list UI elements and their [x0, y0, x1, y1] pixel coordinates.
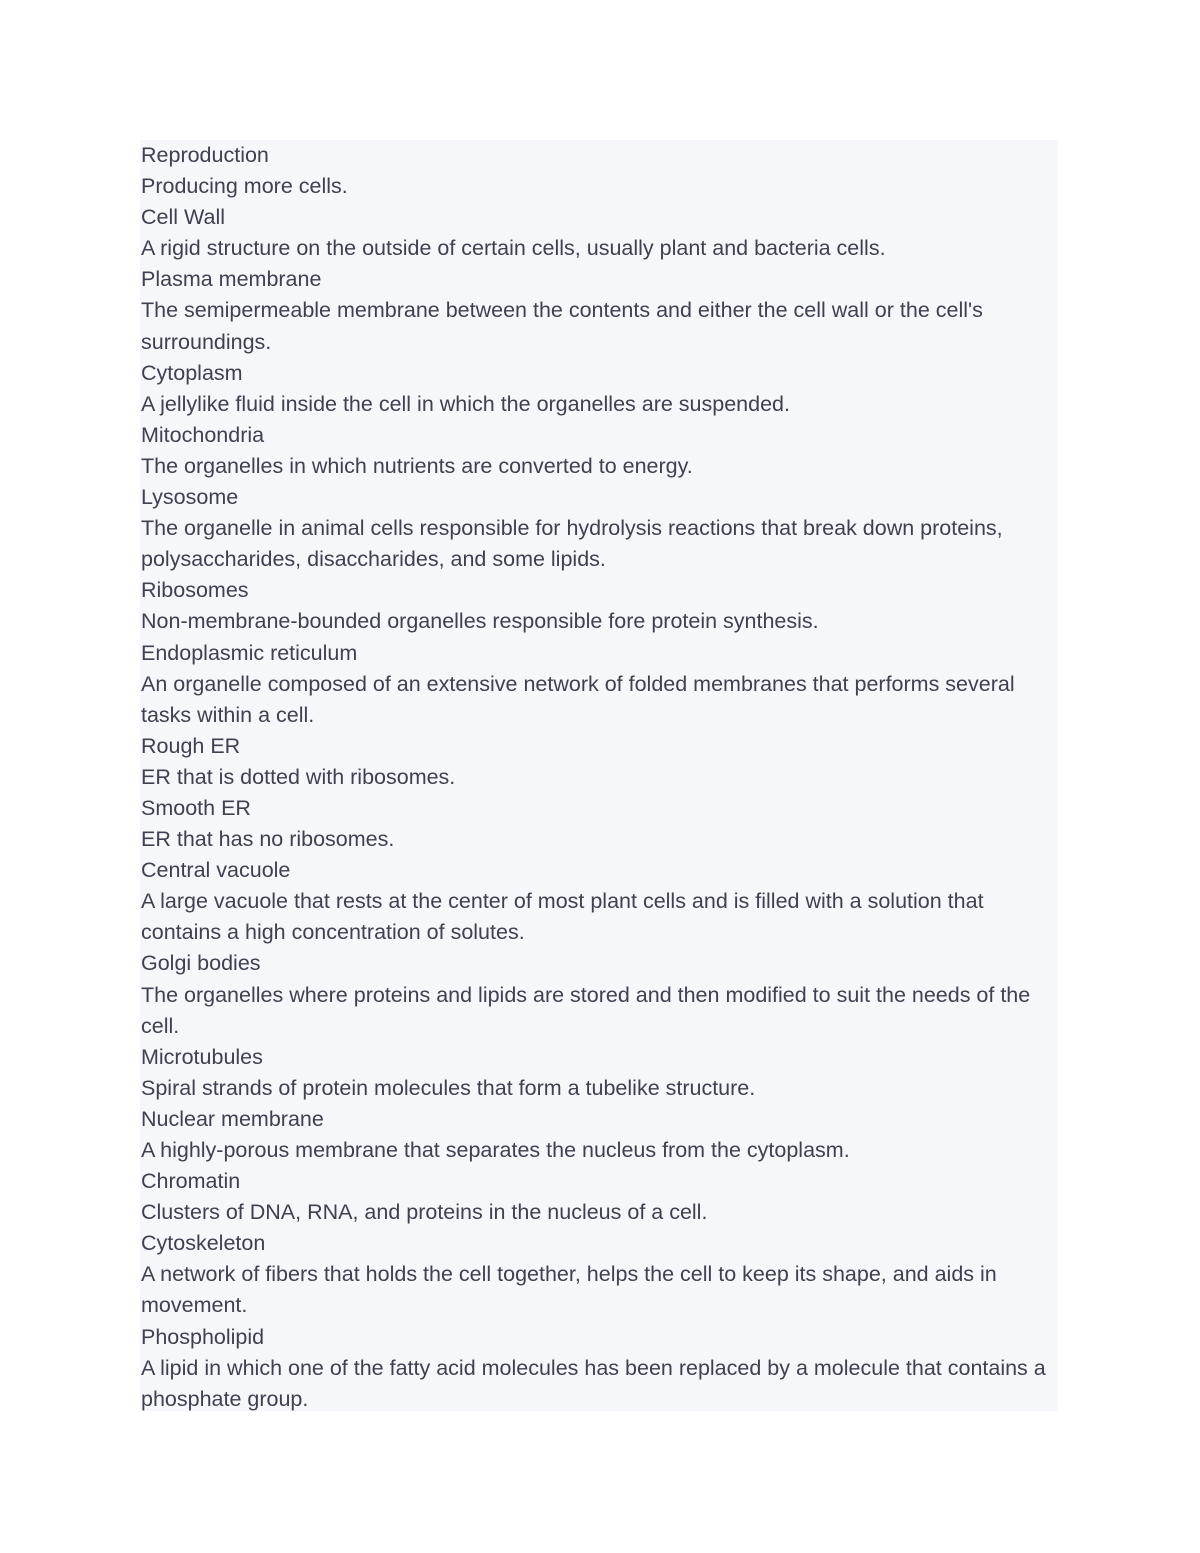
- term: Central vacuole: [141, 858, 291, 883]
- term: Cell Wall: [141, 205, 226, 230]
- definition: A rigid structure on the outside of certain cells, usually plant and bacteria cells.: [141, 236, 886, 261]
- definition: Non-membrane-bounded organelles responsible fore protein synthesis.: [141, 609, 819, 634]
- term: Chromatin: [141, 1169, 241, 1194]
- definition: Producing more cells.: [141, 174, 348, 199]
- definition: Clusters of DNA, RNA, and proteins in the nucleus of a cell.: [141, 1200, 708, 1225]
- definition: The semipermeable membrane between the contents and either the cell wall or the cell's surroundings.: [141, 298, 983, 354]
- term: Ribosomes: [141, 578, 249, 603]
- definition: A large vacuole that rests at the center of most plant cells and is filled with a solution that contains a high concentration of solutes.: [141, 889, 984, 945]
- term: Nuclear membrane: [141, 1106, 324, 1131]
- term: Reproduction: [141, 143, 269, 167]
- term: Phospholipid: [141, 1324, 265, 1349]
- definition: A lipid in which one of the fatty acid molecules has been replaced by a molecule that contains a phosphate group.: [141, 1355, 1046, 1411]
- term: Cytoskeleton: [141, 1231, 266, 1256]
- term: Golgi bodies: [141, 951, 261, 976]
- definition: ER that has no ribosomes.: [141, 827, 395, 852]
- term: Mitochondria: [141, 422, 265, 447]
- definition: A network of fibers that holds the cell together, helps the cell to keep its shape, and aids in movement.: [141, 1262, 997, 1318]
- definition: The organelles where proteins and lipids are stored and then modified to suit the needs of the cell.: [141, 982, 1031, 1038]
- term: Microtubules: [141, 1044, 263, 1069]
- term: Endoplasmic reticulum: [141, 640, 358, 665]
- flashcard-list: [141, 140, 1057, 1415]
- term: Smooth ER: [141, 795, 251, 820]
- definition: A highly-porous membrane that separates the nucleus from the cytoplasm.: [141, 1138, 850, 1162]
- definition: Spiral strands of protein molecules that form a tubelike structure.: [141, 1075, 756, 1100]
- term: Plasma membrane: [141, 267, 322, 292]
- definition: The organelle in animal cells responsible for hydrolysis reactions that break down proteins, polysaccharides, disaccharides, and some lipids.: [141, 516, 1003, 572]
- term: Rough ER: [141, 733, 241, 758]
- definition: An organelle composed of an extensive network of folded membranes that performs several tasks within a cell.: [141, 671, 1015, 727]
- definition: ER that is dotted with ribosomes.: [141, 764, 456, 789]
- definition: The organelles in which nutrients are converted to energy.: [141, 453, 693, 478]
- term: Cytoplasm: [141, 360, 243, 385]
- definition: A jellylike fluid inside the cell in which the organelles are suspended.: [141, 391, 790, 416]
- term: Lysosome: [141, 485, 239, 510]
